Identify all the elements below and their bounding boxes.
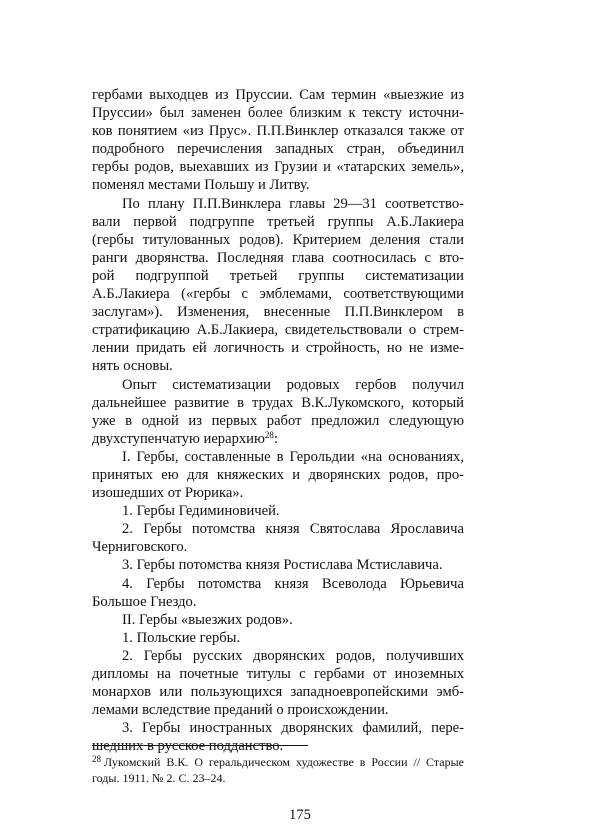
text-line [92, 195, 464, 213]
line-text: Опыт систематизации родовых гербов получил [122, 376, 464, 393]
line-text: вали первой подгруппе третьей группы А.Б.Лакиера [92, 213, 464, 230]
line-text: 2. Гербы потомства князя Святослава Ярославича [122, 521, 464, 538]
footnote-line [92, 770, 464, 786]
line-text: 3. Гербы потомства князя Ростислава Мстиславича. [122, 557, 443, 574]
line-text: рой подгруппой третьей группы систематизации [92, 267, 464, 284]
line-text: 3. Гербы иностранных дворянских фамилий, пере- [122, 720, 464, 737]
text-line [92, 737, 464, 755]
line-text: поменял местами Польшу и Литву. [92, 177, 310, 194]
line-text: 4. Гербы потомства князя Всеволода Юрьевича [122, 575, 464, 592]
text-line [92, 520, 464, 538]
line-text: 1. Польские гербы. [122, 629, 241, 646]
line-text: По плану П.П.Винклера главы 29—31 соответство- [122, 195, 464, 212]
line-text: двухступенчатую иерархию [92, 430, 265, 447]
text-line [92, 430, 464, 448]
line-text: гербы родов, выехавших из Грузии и «татарских земель», [92, 159, 464, 176]
text-line [92, 303, 464, 321]
line-text: уже в одной из первых работ предложил следующую [92, 412, 464, 429]
text-line [92, 647, 464, 665]
line-text: Большое Гнездо. [92, 593, 197, 610]
line-text: лемами вследствие преданий о происхождении. [92, 702, 389, 719]
line-text: 1. Гербы Гедиминовичей. [122, 503, 280, 520]
text-line [92, 321, 464, 339]
line-text: Пруссии» был заменен более близким к тексту источни- [92, 105, 464, 122]
text-line [92, 575, 464, 593]
footnote-divider [92, 745, 308, 746]
footnote-line [92, 754, 464, 770]
text-line [92, 611, 464, 629]
text-line [92, 484, 464, 502]
text-line [92, 376, 464, 394]
text-line [92, 357, 464, 375]
line-text: изошедших от Рюрика». [92, 485, 244, 502]
line-text: (гербы титулованных родов). Критерием деления стали [92, 231, 464, 248]
text-line [92, 122, 464, 140]
footnote-text: годы. 1911. № 2. С. 23–24. [92, 771, 226, 785]
text-line [92, 412, 464, 430]
text-line [92, 502, 464, 520]
text-line [92, 285, 464, 303]
footnote-reference: 28 [264, 429, 274, 440]
line-text: нять основы. [92, 358, 173, 375]
text-line [92, 267, 464, 285]
text-line [92, 538, 464, 556]
text-line [92, 249, 464, 267]
text-line [92, 719, 464, 737]
footnote-text: Лукомский В.К. О геральдическом художестве в России // Старые [104, 755, 464, 769]
text-line [92, 701, 464, 719]
text-line [92, 176, 464, 194]
line-text: монархов или пользующихся западноевропейскими эмб- [92, 684, 464, 701]
line-punctuation: : [273, 430, 278, 447]
text-line [92, 339, 464, 357]
text-line [92, 629, 464, 647]
text-line [92, 665, 464, 683]
line-text: А.Б.Лакиера («гербы с эмблемами, соответствующими [92, 286, 464, 303]
line-text: подробного перечисления западных стран, объединил [92, 141, 464, 158]
text-line [92, 556, 464, 574]
line-text: 2. Гербы русских дворянских родов, получивших [122, 647, 464, 664]
text-line [92, 231, 464, 249]
line-text: I. Гербы, составленные в Герольдии «на основаниях, [122, 448, 464, 465]
text-line [92, 213, 464, 231]
text-line [92, 448, 464, 466]
footnote-number: 28 [92, 754, 101, 764]
text-line [92, 394, 464, 412]
text-line [92, 104, 464, 122]
line-text: ранги дворянства. Последняя глава соотносилась с вто- [92, 249, 464, 266]
text-line [92, 683, 464, 701]
text-line [92, 158, 464, 176]
line-text: принятых ею для княжеских и дворянских родов, про- [92, 466, 464, 483]
line-text: дальнейшее развитие в трудах В.К.Лукомского, который [92, 394, 464, 411]
line-text: заслугам»). Изменения, внесенные П.П.Винклером в [92, 304, 464, 321]
text-line [92, 140, 464, 158]
line-text: дипломы на почетные титулы с гербами от иноземных [92, 666, 464, 682]
line-text: лении придать ей логичность и стройность, но не изме- [92, 340, 464, 357]
line-text: Черниговского. [92, 539, 188, 556]
line-text: гербами выходцев из Пруссии. Сам термин «выезжие из [92, 87, 464, 103]
line-text: ков понятием «из Прус». П.П.Винклер отказался также от [92, 123, 464, 140]
text-line [92, 86, 464, 104]
text-line [92, 466, 464, 484]
body-text [92, 86, 464, 755]
footnote [92, 754, 464, 786]
text-line [92, 593, 464, 611]
page-number: 175 [289, 807, 311, 823]
line-text: стратификацию А.Б.Лакиера, свидетельствовали о стрем- [92, 322, 464, 339]
line-text: шедших в русское подданство. [92, 738, 284, 755]
line-text: II. Гербы «выезжих родов». [122, 611, 293, 628]
